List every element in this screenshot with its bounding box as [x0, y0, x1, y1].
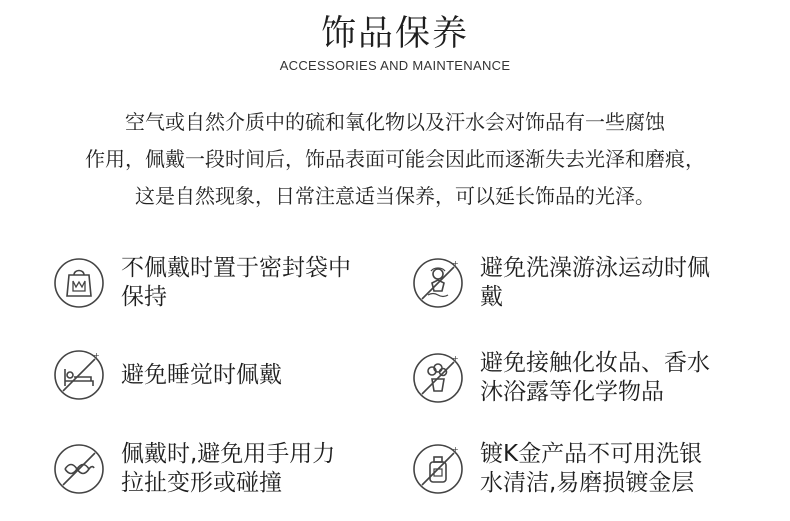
care-tip-text: [121, 440, 335, 498]
no-sleeping-icon: [53, 349, 105, 401]
no-silver-cleaner-icon: [412, 443, 464, 495]
care-tip-text: [480, 349, 710, 407]
intro-line: 空气或自然介质中的硫和氧化物以及汗水会对饰品有一些腐蚀: [125, 110, 665, 134]
care-tip-line: 沐浴露等化学物品: [480, 379, 664, 405]
care-tip-line: 避免洗澡游泳运动时佩: [480, 255, 710, 281]
svg-text:+: +: [452, 354, 459, 363]
svg-text:+: +: [452, 259, 459, 268]
care-tip-text: [480, 440, 702, 498]
care-tip: [412, 440, 702, 498]
no-swimming-icon: [412, 257, 464, 309]
care-tip-line: 戴: [480, 284, 503, 310]
no-pulling-icon: [53, 443, 105, 495]
care-tip-line: 不佩戴时置于密封袋中: [121, 255, 351, 281]
intro-paragraph: [0, 104, 790, 215]
care-tip-line: 保持: [121, 284, 167, 310]
care-tip-line: 拉扯变形或碰撞: [121, 470, 282, 496]
intro-line: 这是自然现象，日常注意适当保养，可以延长饰品的光泽。: [135, 184, 655, 208]
care-tip-line: 避免睡觉时佩戴: [121, 361, 282, 388]
page-subtitle: ACCESSORIES AND MAINTENANCE: [279, 58, 511, 73]
care-tip: [412, 254, 710, 312]
care-tip-text: [121, 361, 282, 390]
page-title: 饰品保养: [320, 14, 469, 54]
svg-text:+: +: [452, 445, 459, 454]
care-tip-line: 镀K金产品不可用洗银: [480, 441, 703, 467]
care-tip-text: [121, 254, 351, 312]
care-tip-line: 佩戴时,避免用手用力: [121, 441, 336, 467]
care-tip: [53, 349, 282, 401]
no-cosmetics-icon: [412, 352, 464, 404]
svg-text:+: +: [93, 351, 100, 360]
care-tip-line: 避免接触化妆品、香水: [480, 350, 710, 376]
intro-line: 作用，佩戴一段时间后，饰品表面可能会因此而逐渐失去光泽和磨痕，: [85, 147, 705, 171]
sealed-bag-icon: [53, 257, 105, 309]
care-tip: [53, 440, 335, 498]
care-tip: [412, 349, 710, 407]
care-tip-line: 水清洁,易磨损镀金层: [480, 470, 695, 496]
care-tip-text: [480, 254, 710, 312]
care-tip: [53, 254, 351, 312]
